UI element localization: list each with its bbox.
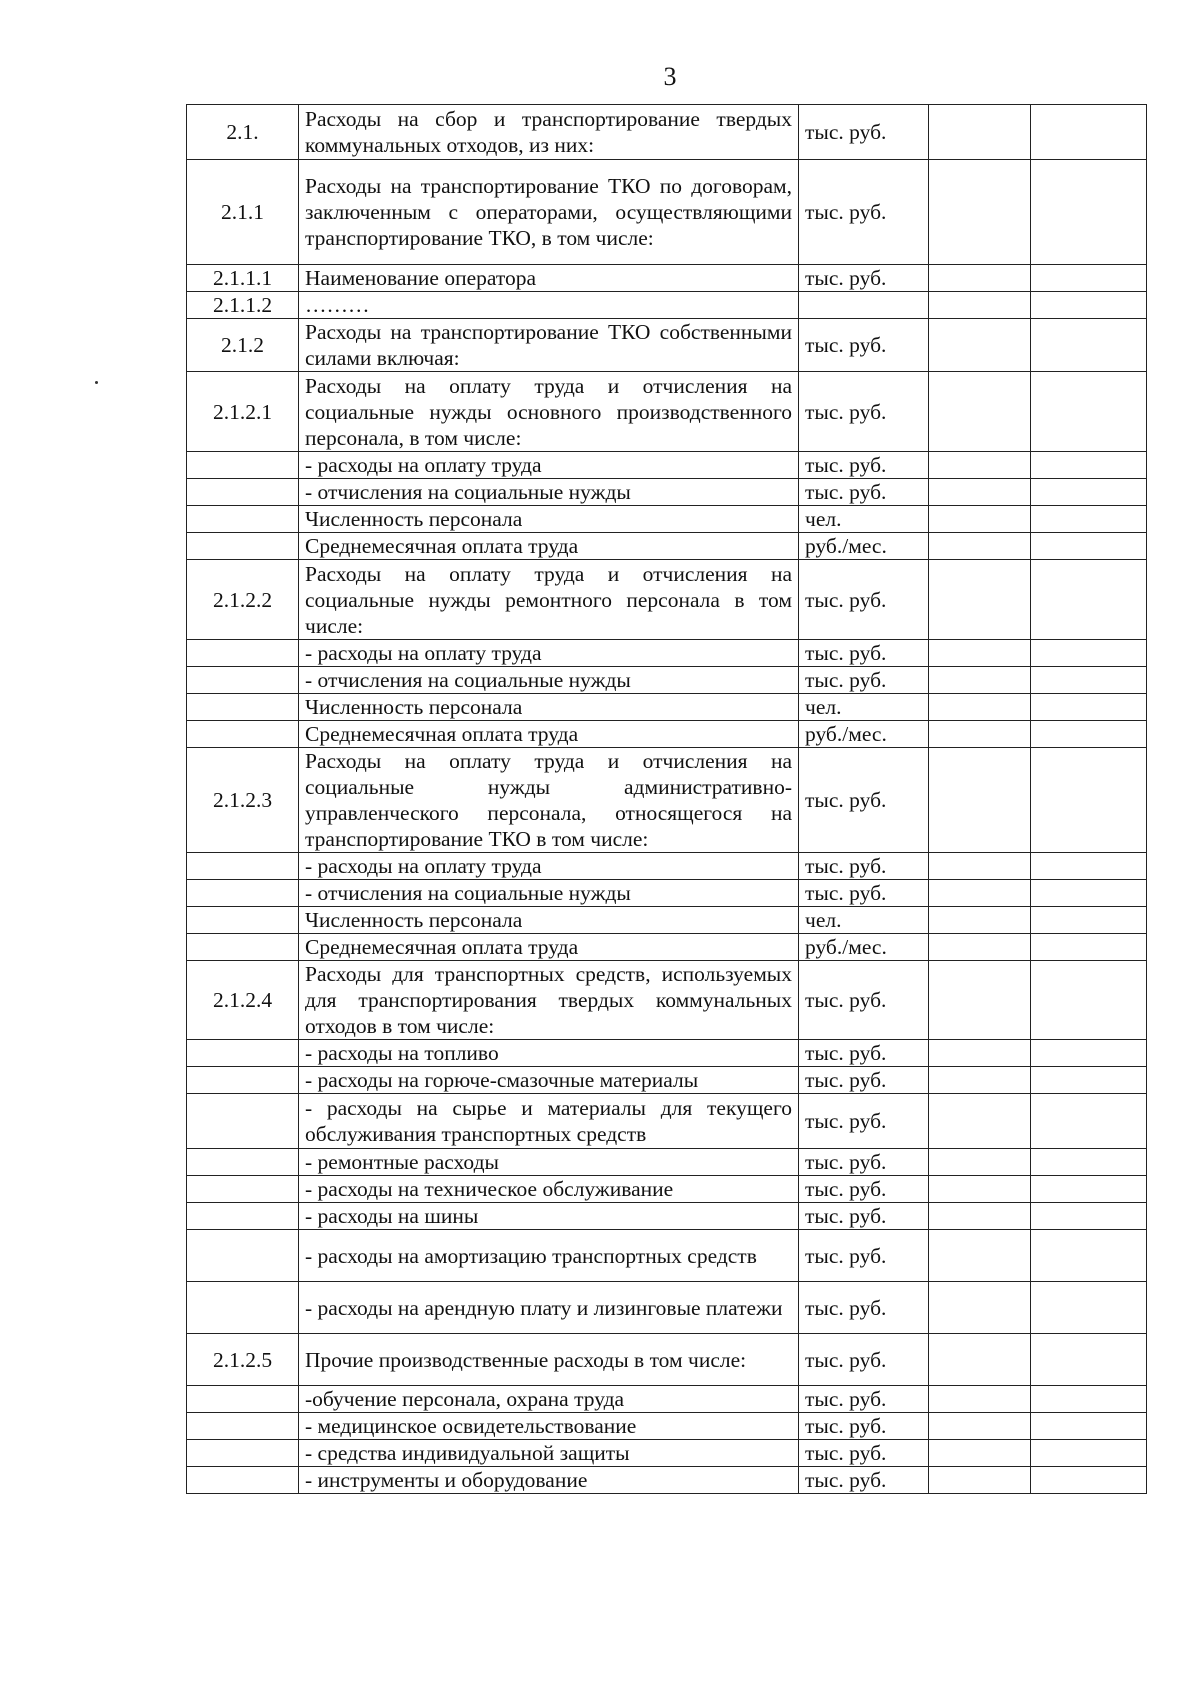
row-unit: тыс. руб. — [799, 319, 929, 372]
row-value-1 — [929, 1176, 1031, 1203]
row-value-2 — [1031, 1094, 1147, 1149]
row-value-2 — [1031, 961, 1147, 1040]
row-code — [187, 506, 299, 533]
row-value-2 — [1031, 1386, 1147, 1413]
row-name: Расходы для транспортных средств, используемых для транспортирования твердых коммунальных отходов в том числе: — [299, 961, 799, 1040]
row-name: ……… — [299, 292, 799, 319]
row-unit: тыс. руб. — [799, 265, 929, 292]
row-value-2 — [1031, 907, 1147, 934]
row-name: - средства индивидуальной защиты — [299, 1440, 799, 1467]
row-unit: тыс. руб. — [799, 1040, 929, 1067]
row-code — [187, 880, 299, 907]
row-value-1 — [929, 1467, 1031, 1494]
row-code — [187, 533, 299, 560]
row-unit: тыс. руб. — [799, 961, 929, 1040]
row-code — [187, 694, 299, 721]
row-value-2 — [1031, 1203, 1147, 1230]
row-code — [187, 1282, 299, 1334]
row-unit: тыс. руб. — [799, 1094, 929, 1149]
row-code — [187, 452, 299, 479]
table-row — [187, 319, 1147, 372]
row-value-2 — [1031, 1467, 1147, 1494]
row-code — [187, 1413, 299, 1440]
table-row — [187, 640, 1147, 667]
row-code — [187, 1094, 299, 1149]
row-unit: тыс. руб. — [799, 1230, 929, 1282]
row-unit: тыс. руб. — [799, 748, 929, 853]
table-row — [187, 560, 1147, 640]
table-row — [187, 694, 1147, 721]
row-value-1 — [929, 105, 1031, 160]
row-name: Среднемесячная оплата труда — [299, 934, 799, 961]
row-value-2 — [1031, 853, 1147, 880]
row-value-1 — [929, 506, 1031, 533]
row-unit: тыс. руб. — [799, 1467, 929, 1494]
row-code: 2.1. — [187, 105, 299, 160]
row-name: - медицинское освидетельствование — [299, 1413, 799, 1440]
row-value-2 — [1031, 105, 1147, 160]
row-unit: тыс. руб. — [799, 1334, 929, 1386]
row-unit: тыс. руб. — [799, 1282, 929, 1334]
cost-table — [186, 104, 1147, 1494]
row-value-2 — [1031, 265, 1147, 292]
row-code: 2.1.2 — [187, 319, 299, 372]
row-unit: тыс. руб. — [799, 479, 929, 506]
row-unit: тыс. руб. — [799, 1386, 929, 1413]
row-unit: тыс. руб. — [799, 1440, 929, 1467]
row-value-2 — [1031, 1440, 1147, 1467]
table-row — [187, 1413, 1147, 1440]
row-value-1 — [929, 560, 1031, 640]
row-unit: чел. — [799, 907, 929, 934]
table-row — [187, 1094, 1147, 1149]
row-unit: тыс. руб. — [799, 105, 929, 160]
table-row — [187, 961, 1147, 1040]
row-name: Прочие производственные расходы в том числе: — [299, 1334, 799, 1386]
row-value-2 — [1031, 694, 1147, 721]
table-row — [187, 452, 1147, 479]
row-code: 2.1.1 — [187, 160, 299, 265]
row-value-2 — [1031, 372, 1147, 452]
row-name: Расходы на оплату труда и отчисления на социальные нужды ремонтного персонала в том числе: — [299, 560, 799, 640]
row-value-2 — [1031, 748, 1147, 853]
row-code: 2.1.1.1 — [187, 265, 299, 292]
row-code — [187, 640, 299, 667]
row-value-2 — [1031, 160, 1147, 265]
row-value-2 — [1031, 1282, 1147, 1334]
row-value-2 — [1031, 1176, 1147, 1203]
row-value-2 — [1031, 880, 1147, 907]
table-row — [187, 907, 1147, 934]
row-name: - отчисления на социальные нужды — [299, 880, 799, 907]
row-name: - инструменты и оборудование — [299, 1467, 799, 1494]
row-value-1 — [929, 479, 1031, 506]
row-value-1 — [929, 1413, 1031, 1440]
row-unit: руб./мес. — [799, 934, 929, 961]
row-code — [187, 907, 299, 934]
table-row — [187, 1282, 1147, 1334]
row-value-1 — [929, 1203, 1031, 1230]
row-value-1 — [929, 372, 1031, 452]
table-row — [187, 160, 1147, 265]
row-name: -обучение персонала, охрана труда — [299, 1386, 799, 1413]
row-unit: тыс. руб. — [799, 640, 929, 667]
row-name: - расходы на арендную плату и лизинговые платежи — [299, 1282, 799, 1334]
row-name: - расходы на оплату труда — [299, 853, 799, 880]
table-row — [187, 880, 1147, 907]
row-value-1 — [929, 1094, 1031, 1149]
row-value-1 — [929, 1230, 1031, 1282]
row-value-2 — [1031, 1413, 1147, 1440]
table-row — [187, 934, 1147, 961]
row-unit: тыс. руб. — [799, 1203, 929, 1230]
row-value-2 — [1031, 721, 1147, 748]
row-value-1 — [929, 292, 1031, 319]
row-code — [187, 1440, 299, 1467]
row-unit: тыс. руб. — [799, 1176, 929, 1203]
row-name: Среднемесячная оплата труда — [299, 721, 799, 748]
table-row — [187, 1467, 1147, 1494]
row-code — [187, 721, 299, 748]
row-name: Наименование оператора — [299, 265, 799, 292]
row-unit: чел. — [799, 694, 929, 721]
row-code: 2.1.2.3 — [187, 748, 299, 853]
row-value-1 — [929, 265, 1031, 292]
row-value-2 — [1031, 506, 1147, 533]
table-row — [187, 372, 1147, 452]
row-value-1 — [929, 748, 1031, 853]
table-row — [187, 533, 1147, 560]
row-code: 2.1.1.2 — [187, 292, 299, 319]
row-value-1 — [929, 880, 1031, 907]
row-code: 2.1.2.5 — [187, 1334, 299, 1386]
row-name: Численность персонала — [299, 907, 799, 934]
row-unit: тыс. руб. — [799, 372, 929, 452]
row-value-1 — [929, 934, 1031, 961]
row-name: Численность персонала — [299, 506, 799, 533]
row-value-2 — [1031, 640, 1147, 667]
row-value-2 — [1031, 667, 1147, 694]
row-name: - расходы на амортизацию транспортных средств — [299, 1230, 799, 1282]
row-unit: руб./мес. — [799, 533, 929, 560]
cost-table-body — [187, 105, 1147, 1494]
row-code — [187, 1467, 299, 1494]
row-code: 2.1.2.4 — [187, 961, 299, 1040]
table-row — [187, 748, 1147, 853]
row-unit: руб./мес. — [799, 721, 929, 748]
row-code — [187, 1149, 299, 1176]
row-value-1 — [929, 907, 1031, 934]
page-number: 3 — [663, 62, 677, 91]
row-value-1 — [929, 694, 1031, 721]
row-name: - отчисления на социальные нужды — [299, 667, 799, 694]
row-name: - расходы на оплату труда — [299, 452, 799, 479]
row-name: Расходы на оплату труда и отчисления на социальные нужды административно-управленческого персонала, относящегося на транспортирование ТКО в том числе: — [299, 748, 799, 853]
row-value-1 — [929, 853, 1031, 880]
row-value-2 — [1031, 452, 1147, 479]
row-value-1 — [929, 319, 1031, 372]
row-unit: тыс. руб. — [799, 452, 929, 479]
row-name: - расходы на сырье и материалы для текущего обслуживания транспортных средств — [299, 1094, 799, 1149]
row-unit: тыс. руб. — [799, 1149, 929, 1176]
row-name: - расходы на топливо — [299, 1040, 799, 1067]
row-code — [187, 1230, 299, 1282]
row-code — [187, 479, 299, 506]
row-value-1 — [929, 667, 1031, 694]
row-value-2 — [1031, 1040, 1147, 1067]
row-value-2 — [1031, 1149, 1147, 1176]
row-name: Расходы на оплату труда и отчисления на социальные нужды основного производственного персонала, в том числе: — [299, 372, 799, 452]
row-name: - расходы на оплату труда — [299, 640, 799, 667]
row-value-1 — [929, 721, 1031, 748]
row-value-1 — [929, 1440, 1031, 1467]
row-name: - отчисления на социальные нужды — [299, 479, 799, 506]
row-name: Расходы на транспортирование ТКО собственными силами включая: — [299, 319, 799, 372]
row-value-1 — [929, 640, 1031, 667]
row-value-2 — [1031, 1230, 1147, 1282]
table-row — [187, 1440, 1147, 1467]
table-row — [187, 292, 1147, 319]
row-value-2 — [1031, 1334, 1147, 1386]
row-value-1 — [929, 1067, 1031, 1094]
row-name: Численность персонала — [299, 694, 799, 721]
table-row — [187, 1067, 1147, 1094]
row-name: Среднемесячная оплата труда — [299, 533, 799, 560]
table-row — [187, 1149, 1147, 1176]
row-name: - расходы на шины — [299, 1203, 799, 1230]
row-code: 2.1.2.2 — [187, 560, 299, 640]
row-unit: тыс. руб. — [799, 160, 929, 265]
row-code — [187, 1067, 299, 1094]
table-row — [187, 506, 1147, 533]
row-value-1 — [929, 1386, 1031, 1413]
table-row — [187, 721, 1147, 748]
row-value-1 — [929, 961, 1031, 1040]
row-unit: чел. — [799, 506, 929, 533]
row-code — [187, 934, 299, 961]
table-row — [187, 667, 1147, 694]
row-value-2 — [1031, 533, 1147, 560]
row-unit: тыс. руб. — [799, 560, 929, 640]
row-value-2 — [1031, 560, 1147, 640]
table-row — [187, 1386, 1147, 1413]
row-name: - расходы на горюче-смазочные материалы — [299, 1067, 799, 1094]
row-value-1 — [929, 452, 1031, 479]
row-value-2 — [1031, 319, 1147, 372]
row-value-2 — [1031, 934, 1147, 961]
row-value-1 — [929, 1282, 1031, 1334]
row-code — [187, 1176, 299, 1203]
table-row — [187, 1334, 1147, 1386]
row-name: Расходы на сбор и транспортирование твердых коммунальных отходов, из них: — [299, 105, 799, 160]
table-row — [187, 1176, 1147, 1203]
row-code — [187, 667, 299, 694]
table-row — [187, 1040, 1147, 1067]
table-row — [187, 853, 1147, 880]
row-unit — [799, 292, 929, 319]
row-value-1 — [929, 533, 1031, 560]
row-code: 2.1.2.1 — [187, 372, 299, 452]
row-unit: тыс. руб. — [799, 880, 929, 907]
row-value-1 — [929, 1149, 1031, 1176]
row-code — [187, 1386, 299, 1413]
row-unit: тыс. руб. — [799, 1067, 929, 1094]
row-name: - расходы на техническое обслуживание — [299, 1176, 799, 1203]
row-value-1 — [929, 160, 1031, 265]
row-unit: тыс. руб. — [799, 853, 929, 880]
row-value-2 — [1031, 1067, 1147, 1094]
row-value-1 — [929, 1040, 1031, 1067]
row-code — [187, 853, 299, 880]
row-code — [187, 1040, 299, 1067]
row-name: Расходы на транспортирование ТКО по договорам, заключенным с операторами, осуществляющими транспортирование ТКО, в том числе: — [299, 160, 799, 265]
row-value-2 — [1031, 292, 1147, 319]
table-row — [187, 1203, 1147, 1230]
row-name: - ремонтные расходы — [299, 1149, 799, 1176]
table-row — [187, 265, 1147, 292]
scan-speck — [95, 381, 98, 384]
row-code — [187, 1203, 299, 1230]
table-row — [187, 105, 1147, 160]
table-row — [187, 1230, 1147, 1282]
row-value-1 — [929, 1334, 1031, 1386]
table-row — [187, 479, 1147, 506]
row-unit: тыс. руб. — [799, 1413, 929, 1440]
row-unit: тыс. руб. — [799, 667, 929, 694]
row-value-2 — [1031, 479, 1147, 506]
